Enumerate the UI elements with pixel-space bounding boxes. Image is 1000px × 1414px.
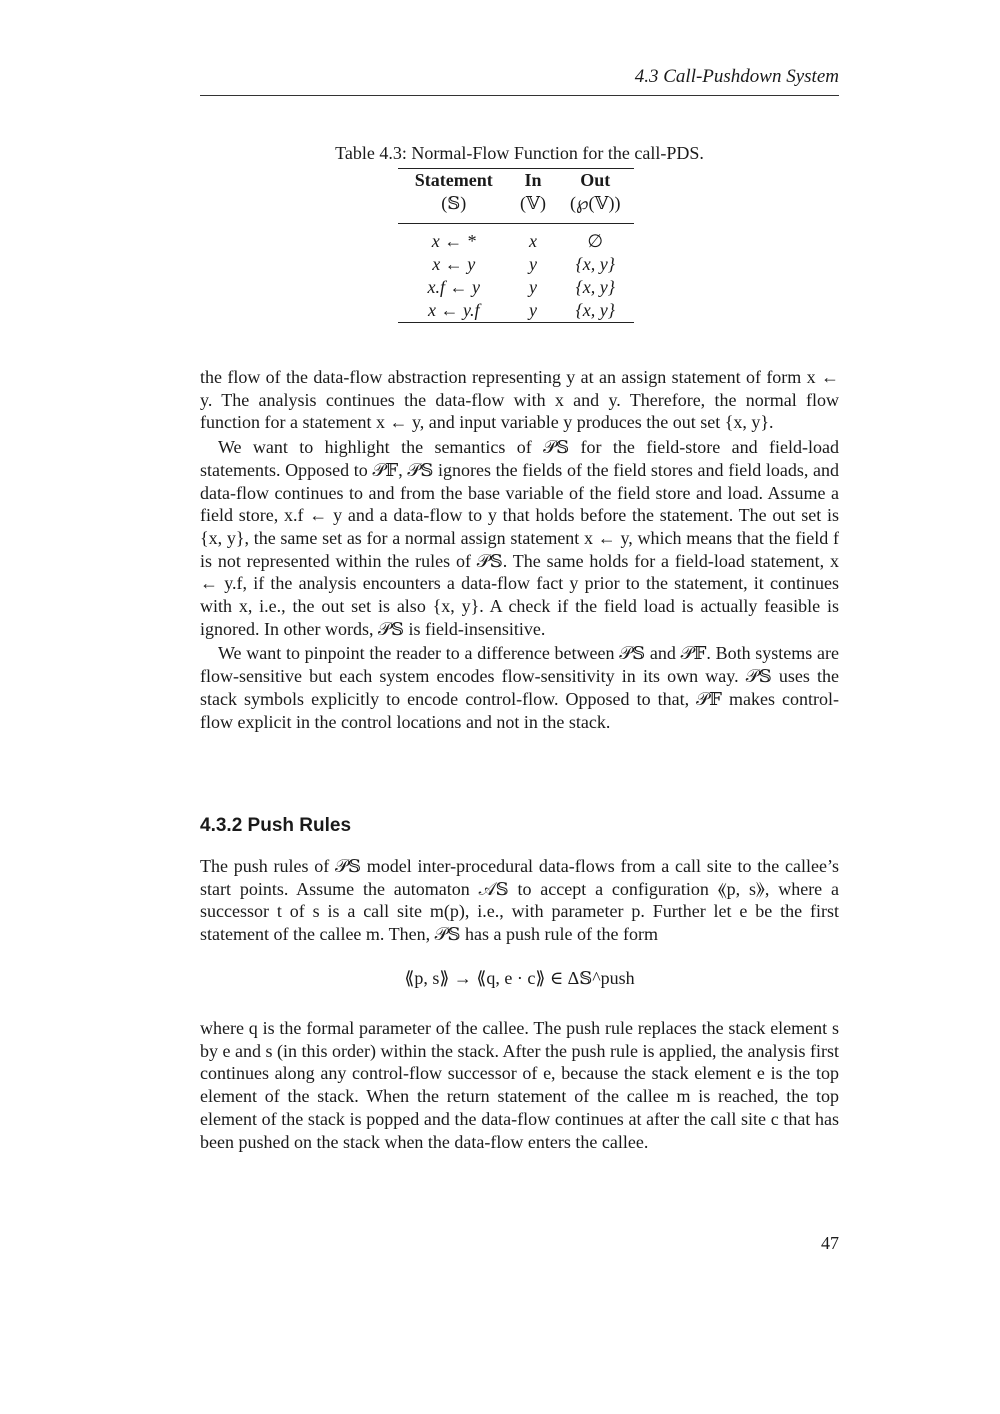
paragraph: where q is the formal parameter of the callee. The push rule replaces the stack element s by e and s (in this order) within the stack. After the push rule is applied, the analysis first continues along any control-flow successor of e, because the stack element e is the top element of the stack. When the return statement of the callee m is reached, the top element of the stack is popped and the data-flow continues at after the call site c that has been pushed on the stack when the data-flow enters the callee.	[200, 1018, 839, 1152]
column-header-out: Out	[580, 170, 611, 190]
body-text-upper	[200, 366, 839, 733]
table-cell: x ← y.f	[428, 299, 480, 320]
section-heading: 4.3.2 Push Rules	[200, 815, 352, 836]
table-cell: {x, y}	[575, 253, 615, 274]
page-number: 47	[821, 1233, 839, 1253]
paragraph: We want to pinpoint the reader to a difference between 𝒫𝕊 and 𝒫𝔽. Both systems are flow-sensitive but each system encodes flow-sensitivity in its own way. 𝒫𝕊 uses the stack symbols explicitly to encode control-flow. Opposed to that, 𝒫𝔽 makes control-flow explicit in the control locations and not in the stack.	[200, 643, 839, 732]
table-cell: x.f ← y	[427, 276, 480, 297]
section-after	[200, 1017, 839, 1153]
running-header: 4.3 Call-Pushdown System	[634, 66, 839, 87]
header-rule	[200, 95, 839, 96]
table-cell: y	[529, 253, 538, 274]
column-header-statement: Statement	[414, 170, 493, 190]
section-intro	[200, 855, 839, 946]
table-cell: y	[529, 299, 538, 320]
paragraph: The push rules of 𝒫𝕊 model inter-procedural data-flows from a call site to the callee’s start points. Assume the automaton 𝒜𝕊 to accept a configuration ⟪p, s⟫, where a successor t of s is a call site m(p), i.e., with parameter p. Further let e be the first statement of the callee m. Then, 𝒫𝕊 has a push rule of the form	[200, 856, 839, 945]
table-cell: ∅	[587, 230, 604, 251]
normal-flow-table	[398, 168, 634, 323]
table-cell: {x, y}	[575, 299, 615, 320]
table-cell: y	[529, 276, 538, 297]
column-header-in: In	[524, 170, 542, 190]
column-sub-statement: (𝕊)	[441, 193, 467, 213]
paragraph: We want to highlight the semantics of 𝒫𝕊 for the field-store and field-load statements. Opposed to 𝒫𝔽, 𝒫𝕊 ignores the fields of the field stores and field loads, and data-flow continues to and from the base variable of the field store and load. Assume a field store, x.f ← y and a data-flow to y that holds before the statement. The out set is {x, y}, the same set as for a normal assign statement x ← y, which means that the field f is not represented within the rules of 𝒫𝕊. The same holds for a field-load statement, x ← y.f, if the analysis encounters a data-flow fact y prior to the statement, it continues with x, i.e., the out set is also {x, y}. A check if the field load is actually feasible is ignored. In other words, 𝒫𝕊 is field-insensitive.	[200, 437, 839, 639]
push-rule-formula: ⟪p, s⟫ → ⟪q, e · c⟫ ∈ Δ𝕊^push	[404, 968, 635, 988]
table-cell: x ← *	[431, 230, 476, 251]
column-sub-in: (𝕍)	[520, 193, 546, 213]
table-cell: x ← y	[432, 253, 476, 274]
table-cell: x	[529, 230, 538, 251]
paragraph: the flow of the data-flow abstraction representing y at an assign statement of form x ← y. The analysis continues the data-flow with x and y. Therefore, the normal flow function for a statement x ← y, and input variable y produces the out set {x, y}.	[200, 367, 839, 433]
table-caption: Table 4.3: Normal-Flow Function for the call-PDS.	[335, 143, 704, 163]
column-sub-out: (℘(𝕍))	[570, 193, 621, 213]
table-cell: {x, y}	[575, 276, 615, 297]
